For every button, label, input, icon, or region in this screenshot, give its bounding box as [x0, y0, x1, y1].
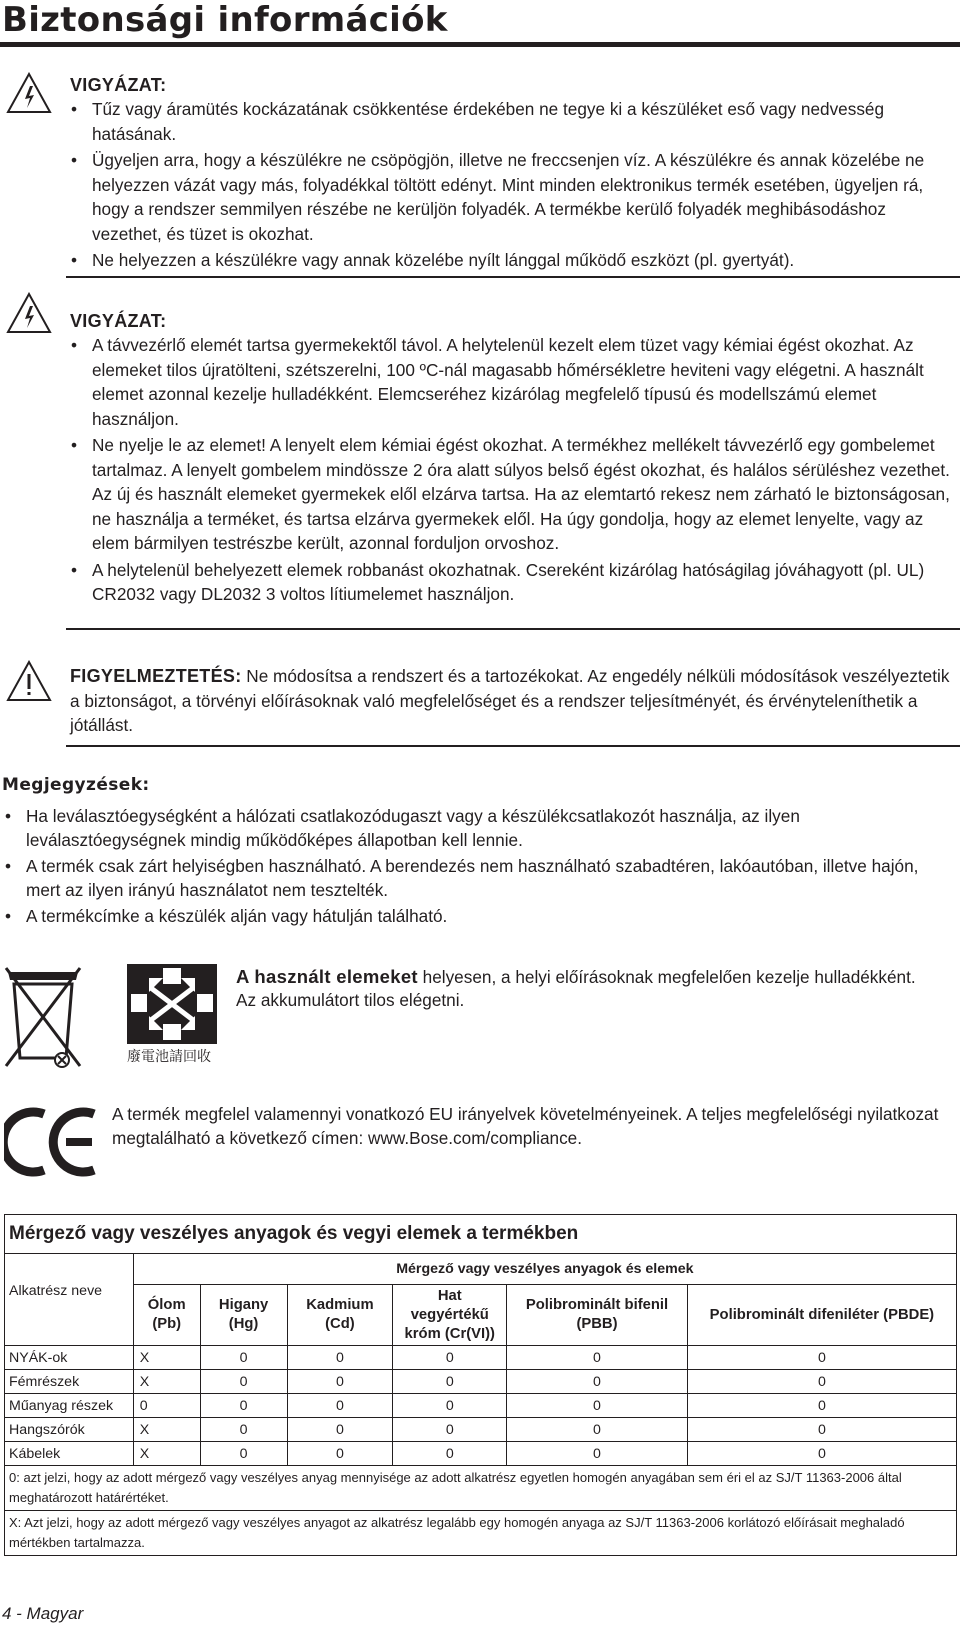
- ce-mark-icon: [4, 1106, 100, 1183]
- cell: 0: [200, 1370, 287, 1394]
- list-item: • A távvezérlő elemét tartsa gyermekektől távol. A helytelenül kezelt elem tüzet vagy kémiai égést okozhat. Az elemeket tilos újratölteni, szétszerelni, 100 ºC-nál magasabb hőmérsékletre heviteni vagy elégetni. A használt elemet azonnal kezelje hulladékként. Elemcseréhez kizárólag megfelelő típusú és modellszámú elemet használjon.: [70, 333, 960, 431]
- table-row: [5, 1346, 957, 1370]
- cell: X: [133, 1442, 200, 1466]
- title-rule: [0, 42, 960, 47]
- column-header: Higany (Hg): [200, 1285, 287, 1346]
- caution-2-section: [70, 309, 960, 609]
- list-item: • Tűz vagy áramütés kockázatának csökkentése érdekében ne tegye ki a készüléket eső vagy nedvesség hatásának.: [70, 97, 960, 146]
- cell: 0: [507, 1442, 688, 1466]
- ce-text: A termék megfelel valamennyi vonatkozó EU irányelvek követelményeinek. A teljes megfelelőségi nyilatkozat megtalálható a következő címen: www.Bose.com/compliance.: [112, 1104, 939, 1148]
- page-title: Biztonsági információk: [2, 0, 448, 40]
- column-header: Polibrominált bifenil (PBB): [507, 1285, 688, 1346]
- cell: 0: [200, 1346, 287, 1370]
- column-header: Ólom (Pb): [133, 1285, 200, 1346]
- list-item: • Ne helyezzen a készülékre vagy annak közelébe nyílt lánggal működő eszközt (pl. gyertyát).: [70, 248, 960, 273]
- cell: X: [133, 1418, 200, 1442]
- caution-1-heading: VIGYÁZAT:: [70, 75, 167, 95]
- warning-text: Ne módosítsa a rendszert és a tartozékokat. Az engedély nélküli módosítások veszélyeztetik a biztonságot, a törvényi előírásoknak való megfelelőséget és a rendszer teljesítményét, és érvényteleníthetik a jótállást.: [70, 666, 950, 735]
- page-footer: 4 - Magyar: [2, 1604, 84, 1623]
- cell: 0: [393, 1394, 507, 1418]
- table-note-x: X: Azt jelzi, hogy az adott mérgező vagy veszélyes anyagot az alkatrész legalább egy homogén anyaga az SJ/T 11363-2006 korlátozó előírásait meghaladó mértékben tartalmazza.: [5, 1511, 957, 1556]
- cell: 0: [687, 1346, 956, 1370]
- cell: 0: [687, 1394, 956, 1418]
- part-name: Fémrészek: [5, 1370, 134, 1394]
- column-header: Hat vegyértékű króm (Cr(VI)): [393, 1285, 507, 1346]
- column-header: Polibrominált difeniléter (PBDE): [687, 1285, 956, 1346]
- notes-section: [4, 804, 934, 930]
- battery-text-2: Az akkumulátort tilos elégetni.: [236, 990, 465, 1010]
- list-item: • Ne nyelje le az elemet! A lenyelt elem kémiai égést okozhat. A termékhez mellékelt távvezérlő egy gombelemet tartalmaz. A lenyelt gombelem mindössze 2 óra alatt súlyos belső égést okozhat, és halálos sérüléshez vezethet. Az új és használt elemeket gyermekek elől elzárva tartsa. Ha az elemtartó rekesz nem zárható le biztonságosan, ne használja a terméket, és tartsa elzárva gyermekek elől. Ha úgy gondolja, hogy az elemet lenyelte, vagy az elem bármilyen testrészbe került, azonnal forduljon orvoshoz.: [70, 433, 960, 556]
- cell: 0: [687, 1370, 956, 1394]
- warning-section: [70, 664, 960, 738]
- table-row: [5, 1442, 957, 1466]
- cell: 0: [393, 1370, 507, 1394]
- battery-text: helyesen, a helyi előírásoknak megfelelően kezelje hulladékként.: [417, 967, 916, 987]
- part-name: Hangszórók: [5, 1418, 134, 1442]
- cell: 0: [287, 1394, 393, 1418]
- list-item: • A termékcímke a készülék alján vagy hátulján található.: [4, 904, 934, 928]
- cell: 0: [287, 1418, 393, 1442]
- divider: [66, 276, 960, 278]
- cell: 0: [200, 1418, 287, 1442]
- cell: 0: [507, 1394, 688, 1418]
- part-name: Műanyag részek: [5, 1394, 134, 1418]
- cell: 0: [287, 1346, 393, 1370]
- cell: X: [133, 1370, 200, 1394]
- cell: 0: [507, 1346, 688, 1370]
- part-name: NYÁK-ok: [5, 1346, 134, 1370]
- battery-recycle-icon: [127, 964, 217, 1049]
- substances-group-header: Mérgező vagy veszélyes anyagok és elemek: [133, 1254, 956, 1285]
- cell: 0: [200, 1442, 287, 1466]
- list-item: • Ha leválasztóegységként a hálózati csatlakozódugaszt vagy a készülékcsatlakozót használja, az ilyen leválasztóegységnek mindig működőképes állapotban kell lennie.: [4, 804, 934, 852]
- warning-label: FIGYELMEZTETÉS:: [70, 666, 242, 686]
- caution-1-section: [70, 73, 960, 275]
- list-item: • A termék csak zárt helyiségben használható. A berendezés nem használható szabadtéren, lakóautóban, illetve hajón, mert az ilyen irányú használatot nem tesztelték.: [4, 854, 934, 902]
- cell: 0: [393, 1346, 507, 1370]
- divider: [66, 628, 960, 630]
- electric-shock-warning-icon: [6, 292, 52, 334]
- cell: 0: [393, 1418, 507, 1442]
- cell: 0: [287, 1442, 393, 1466]
- crossed-out-bin-icon: [4, 962, 82, 1075]
- list-item: • Ügyeljen arra, hogy a készülékre ne csöpögjön, illetve ne freccsenjen víz. A készülékre és annak közelébe ne helyezzen vázát vagy más, folyadékkal töltött edényt. Mint minden elektronikus termék esetében, ügyeljen rá, hogy a rendszer semmilyen részébe ne kerüljön folyadék. A termékbe kerülő folyadék meghibásodáshoz vezethet, és tüzet is okozhat.: [70, 148, 960, 246]
- exclamation-warning-icon: [6, 660, 52, 702]
- cell: 0: [287, 1370, 393, 1394]
- cell: X: [133, 1346, 200, 1370]
- part-name: Kábelek: [5, 1442, 134, 1466]
- cell: 0: [133, 1394, 200, 1418]
- notes-heading: Megjegyzések:: [2, 775, 150, 795]
- list-item: • A helytelenül behelyezett elemek robbanást okozhatnak. Csereként kizárólag hatóságilag jóváhagyott (pl. UL) CR2032 vagy DL2032 3 voltos lítiumelemet használjon.: [70, 558, 960, 607]
- recycle-caption: 廢電池請回收: [127, 1049, 211, 1065]
- hazardous-substances-table: [4, 1214, 957, 1556]
- cell: 0: [687, 1442, 956, 1466]
- table-row: [5, 1394, 957, 1418]
- table-row: [5, 1418, 957, 1442]
- divider: [66, 745, 960, 747]
- cell: 0: [393, 1442, 507, 1466]
- part-name-header: Alkatrész neve: [5, 1254, 134, 1346]
- cell: 0: [507, 1370, 688, 1394]
- cell: 0: [507, 1418, 688, 1442]
- electric-shock-warning-icon: [6, 72, 52, 114]
- table-row: [5, 1370, 957, 1394]
- battery-section: [236, 965, 926, 1012]
- column-header: Kadmium (Cd): [287, 1285, 393, 1346]
- cell: 0: [687, 1418, 956, 1442]
- battery-label: A használt elemeket: [236, 966, 418, 987]
- table-title: Mérgező vagy veszélyes anyagok és vegyi elemek a termékben: [5, 1215, 957, 1254]
- cell: 0: [200, 1394, 287, 1418]
- caution-2-heading: VIGYÁZAT:: [70, 311, 167, 331]
- table-note-0: 0: azt jelzi, hogy az adott mérgező vagy veszélyes anyag mennyisége az adott alkatrész egyetlen homogén anyagában sem éri el az SJ/T 11363-2006 által meghatározott határértéket.: [5, 1466, 957, 1511]
